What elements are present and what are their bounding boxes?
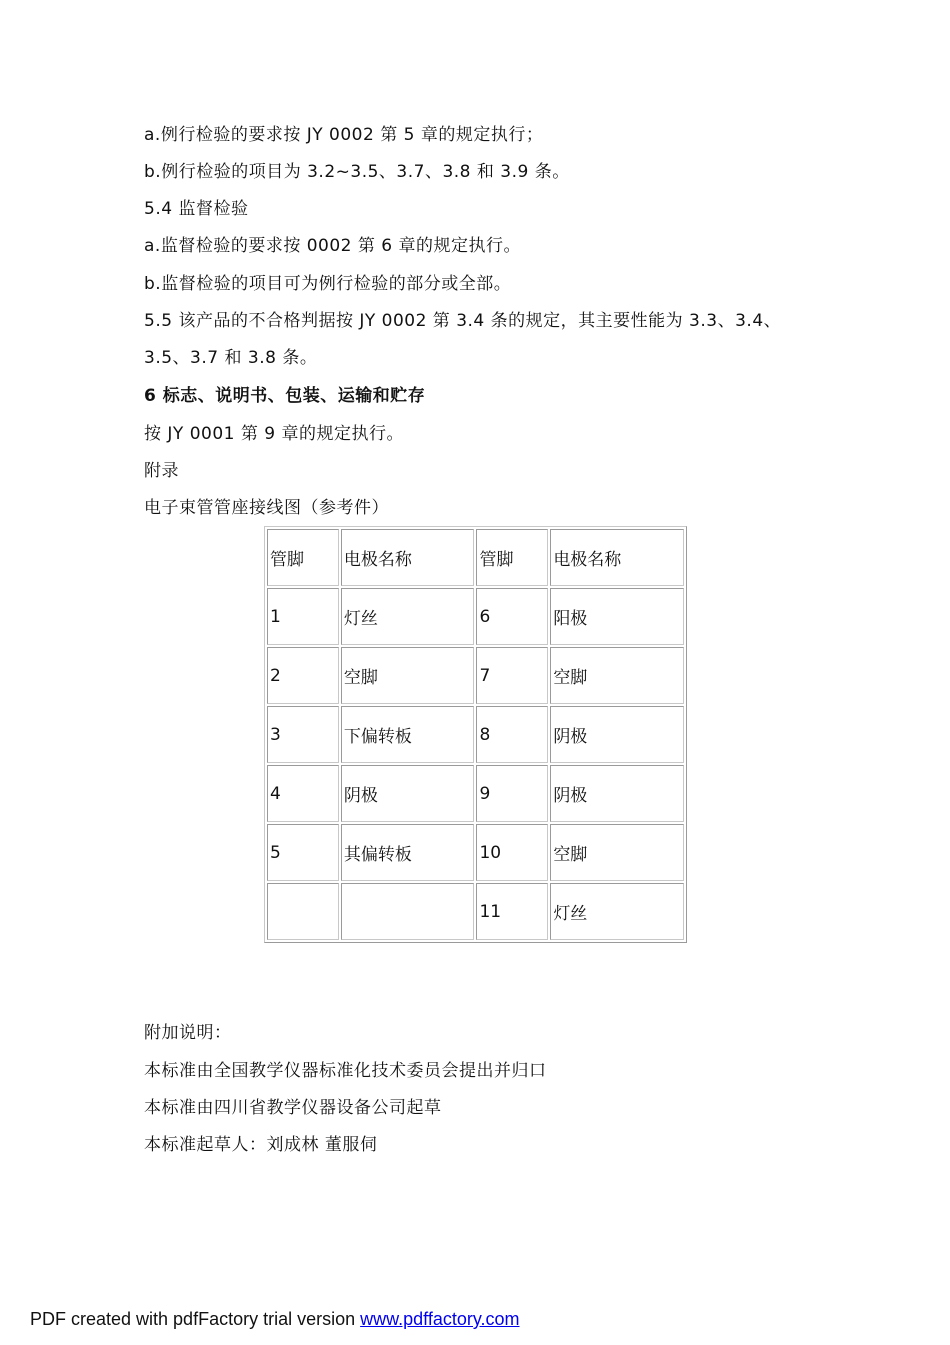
header-pin: 管脚: [267, 529, 339, 586]
pdf-footer: [30, 1307, 520, 1331]
appendix-title: 电子束管管座接线图（参考件）: [144, 498, 389, 518]
table-header-row: [267, 529, 684, 586]
appendix-label: 附录: [144, 461, 179, 481]
table-cell: 10: [476, 824, 548, 881]
footer-link[interactable]: www.pdffactory.com: [360, 1309, 520, 1329]
table-cell: 下偏转板: [341, 706, 475, 763]
notes-heading: 附加说明：: [144, 1023, 232, 1043]
header-pin: 管脚: [476, 529, 548, 586]
notes-line: 本标准起草人：刘成林 董服伺: [144, 1135, 378, 1155]
body-line-supervision-items: b.监督检验的项目可为例行检验的部分或全部。: [144, 274, 512, 294]
body-line-5-5-criteria: 5.5 该产品的不合格判据按 JY 0002 第 3.4 条的规定，其主要性能为 3.3、3.4、: [144, 311, 782, 331]
table-cell: 空脚: [341, 647, 475, 704]
table-cell: 灯丝: [341, 588, 475, 645]
table-cell: 阳极: [550, 588, 684, 645]
table-cell: 9: [476, 765, 548, 822]
table-cell: 灯丝: [550, 883, 684, 940]
table-row: [267, 588, 684, 645]
section-6-text: 按 JY 0001 第 9 章的规定执行。: [144, 424, 404, 444]
table-cell: 阴极: [550, 765, 684, 822]
body-line-supervision-requirements: a.监督检验的要求按 0002 第 6 章的规定执行。: [144, 236, 522, 256]
pin-table: [264, 526, 687, 943]
table-cell: [341, 883, 475, 940]
body-line-5-5-continued: 3.5、3.7 和 3.8 条。: [144, 348, 318, 368]
table-cell: 11: [476, 883, 548, 940]
table-cell: 8: [476, 706, 548, 763]
section-6-heading: 6 标志、说明书、包装、运输和贮存: [144, 386, 426, 406]
table-cell: [267, 883, 339, 940]
table-cell: 空脚: [550, 647, 684, 704]
table-row: [267, 883, 684, 940]
table-row: [267, 706, 684, 763]
table-row: [267, 824, 684, 881]
table-cell: 3: [267, 706, 339, 763]
table-cell: 5: [267, 824, 339, 881]
table-cell: 7: [476, 647, 548, 704]
table-cell: 空脚: [550, 824, 684, 881]
body-line-routine-requirements: a.例行检验的要求按 JY 0002 第 5 章的规定执行；: [144, 125, 544, 145]
table-cell: 1: [267, 588, 339, 645]
notes-line: 本标准由全国教学仪器标准化技术委员会提出并归口: [144, 1061, 547, 1081]
header-electrode: 电极名称: [550, 529, 684, 586]
table-row: [267, 765, 684, 822]
table-cell: 其偏转板: [341, 824, 475, 881]
table-cell: 阴极: [341, 765, 475, 822]
notes-line: 本标准由四川省教学仪器设备公司起草: [144, 1098, 442, 1118]
table-cell: 4: [267, 765, 339, 822]
body-line-routine-items: b.例行检验的项目为 3.2~3.5、3.7、3.8 和 3.9 条。: [144, 162, 570, 182]
header-electrode: 电极名称: [341, 529, 475, 586]
table-cell: 6: [476, 588, 548, 645]
table-cell: 2: [267, 647, 339, 704]
footer-text: PDF created with pdfFactory trial version: [30, 1309, 361, 1329]
table-cell: 阴极: [550, 706, 684, 763]
table-row: [267, 647, 684, 704]
section-5-4-heading: 5.4 监督检验: [144, 199, 249, 219]
